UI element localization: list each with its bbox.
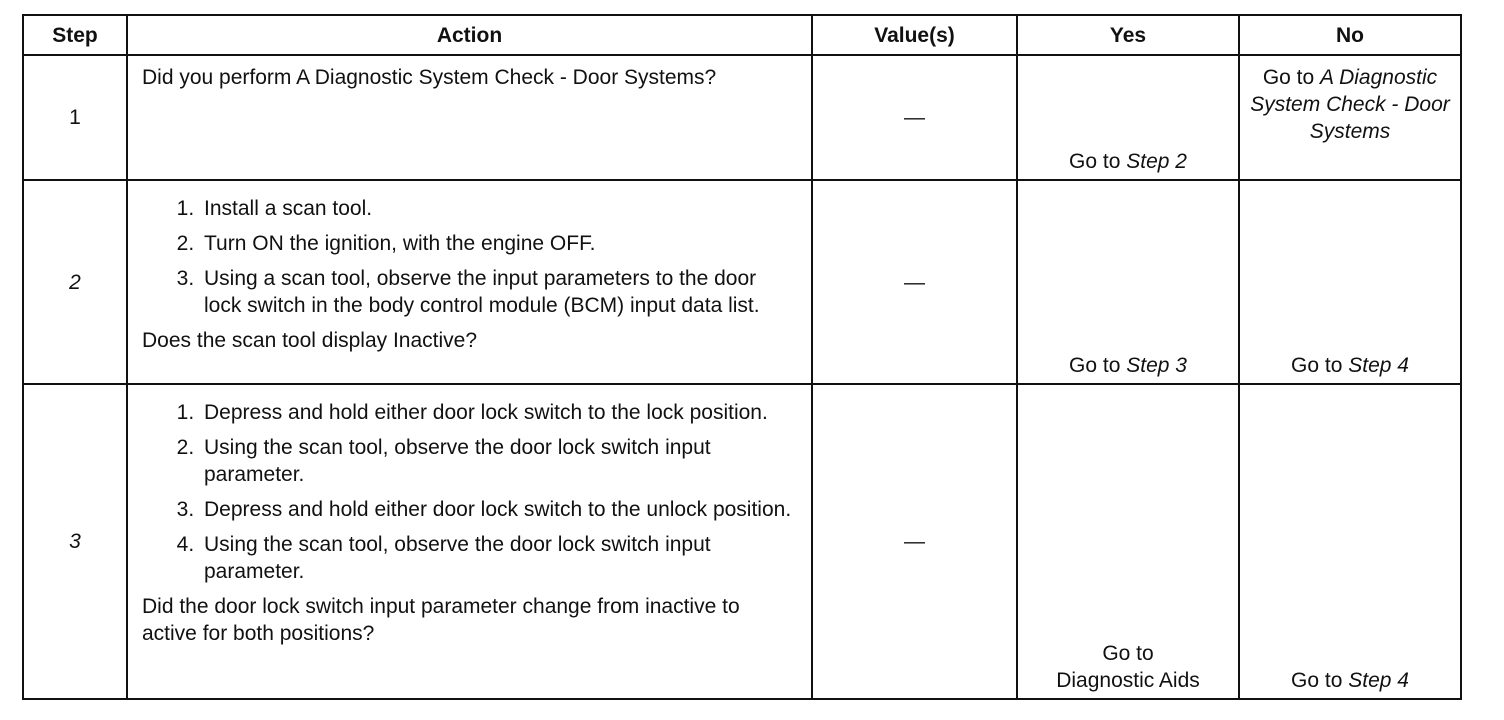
action-item: 1. Depress and hold either door lock switch to the lock position.: [200, 399, 799, 426]
value-cell: —: [812, 55, 1017, 180]
step-number: 2: [23, 180, 127, 384]
header-row: [23, 15, 1461, 55]
no-link[interactable]: A Diagnostic System Check - Door Systems: [1250, 66, 1450, 143]
yes-prefix: Go to: [1102, 642, 1154, 665]
no-prefix: Go to: [1291, 354, 1349, 377]
action-cell: [127, 180, 812, 384]
header-yes: Yes: [1017, 15, 1239, 55]
yes-cell: [1017, 55, 1239, 180]
action-item: 1. Install a scan tool.: [200, 195, 799, 222]
action-item: 4. Using the scan tool, observe the door lock switch input parameter.: [200, 531, 799, 585]
no-link[interactable]: Step 4: [1348, 669, 1409, 692]
diagnostic-table: [22, 14, 1462, 700]
action-list: [142, 195, 799, 319]
action-item: 2. Turn ON the ignition, with the engine OFF.: [200, 230, 799, 257]
step-question: Did the door lock switch input parameter change from inactive to active for both positions?: [142, 595, 740, 645]
yes-cell: [1017, 384, 1239, 699]
action-list: [142, 399, 799, 585]
no-cell: [1239, 384, 1461, 699]
action-cell: [127, 384, 812, 699]
no-prefix: Go to: [1291, 669, 1349, 692]
action-cell: [127, 55, 812, 180]
no-cell: [1239, 55, 1461, 180]
action-item: 3. Using a scan tool, observe the input parameters to the door lock switch in the body control module (BCM) input data list.: [200, 265, 799, 319]
header-no: No: [1239, 15, 1461, 55]
yes-link[interactable]: Step 2: [1126, 150, 1187, 173]
step-number: 1: [23, 55, 127, 180]
table-row: [23, 384, 1461, 699]
yes-link[interactable]: Diagnostic Aids: [1056, 669, 1200, 692]
table-row: [23, 180, 1461, 384]
no-cell: [1239, 180, 1461, 384]
table-row: [23, 55, 1461, 180]
step-question: Did you perform A Diagnostic System Check - Door Systems?: [142, 66, 717, 89]
value-cell: —: [812, 384, 1017, 699]
header-values: Value(s): [812, 15, 1017, 55]
no-prefix: Go to: [1262, 66, 1321, 89]
yes-prefix: Go to: [1069, 150, 1127, 173]
header-action: Action: [127, 15, 812, 55]
no-link[interactable]: Step 4: [1348, 354, 1409, 377]
yes-prefix: Go to: [1069, 354, 1127, 377]
yes-link[interactable]: Step 3: [1126, 354, 1187, 377]
yes-cell: [1017, 180, 1239, 384]
value-cell: —: [812, 180, 1017, 384]
action-item: 3. Depress and hold either door lock switch to the unlock position.: [200, 496, 799, 523]
action-item: 2. Using the scan tool, observe the door lock switch input parameter.: [200, 434, 799, 488]
header-step: Step: [23, 15, 127, 55]
step-question: Does the scan tool display Inactive?: [142, 329, 478, 352]
step-number: 3: [23, 384, 127, 699]
